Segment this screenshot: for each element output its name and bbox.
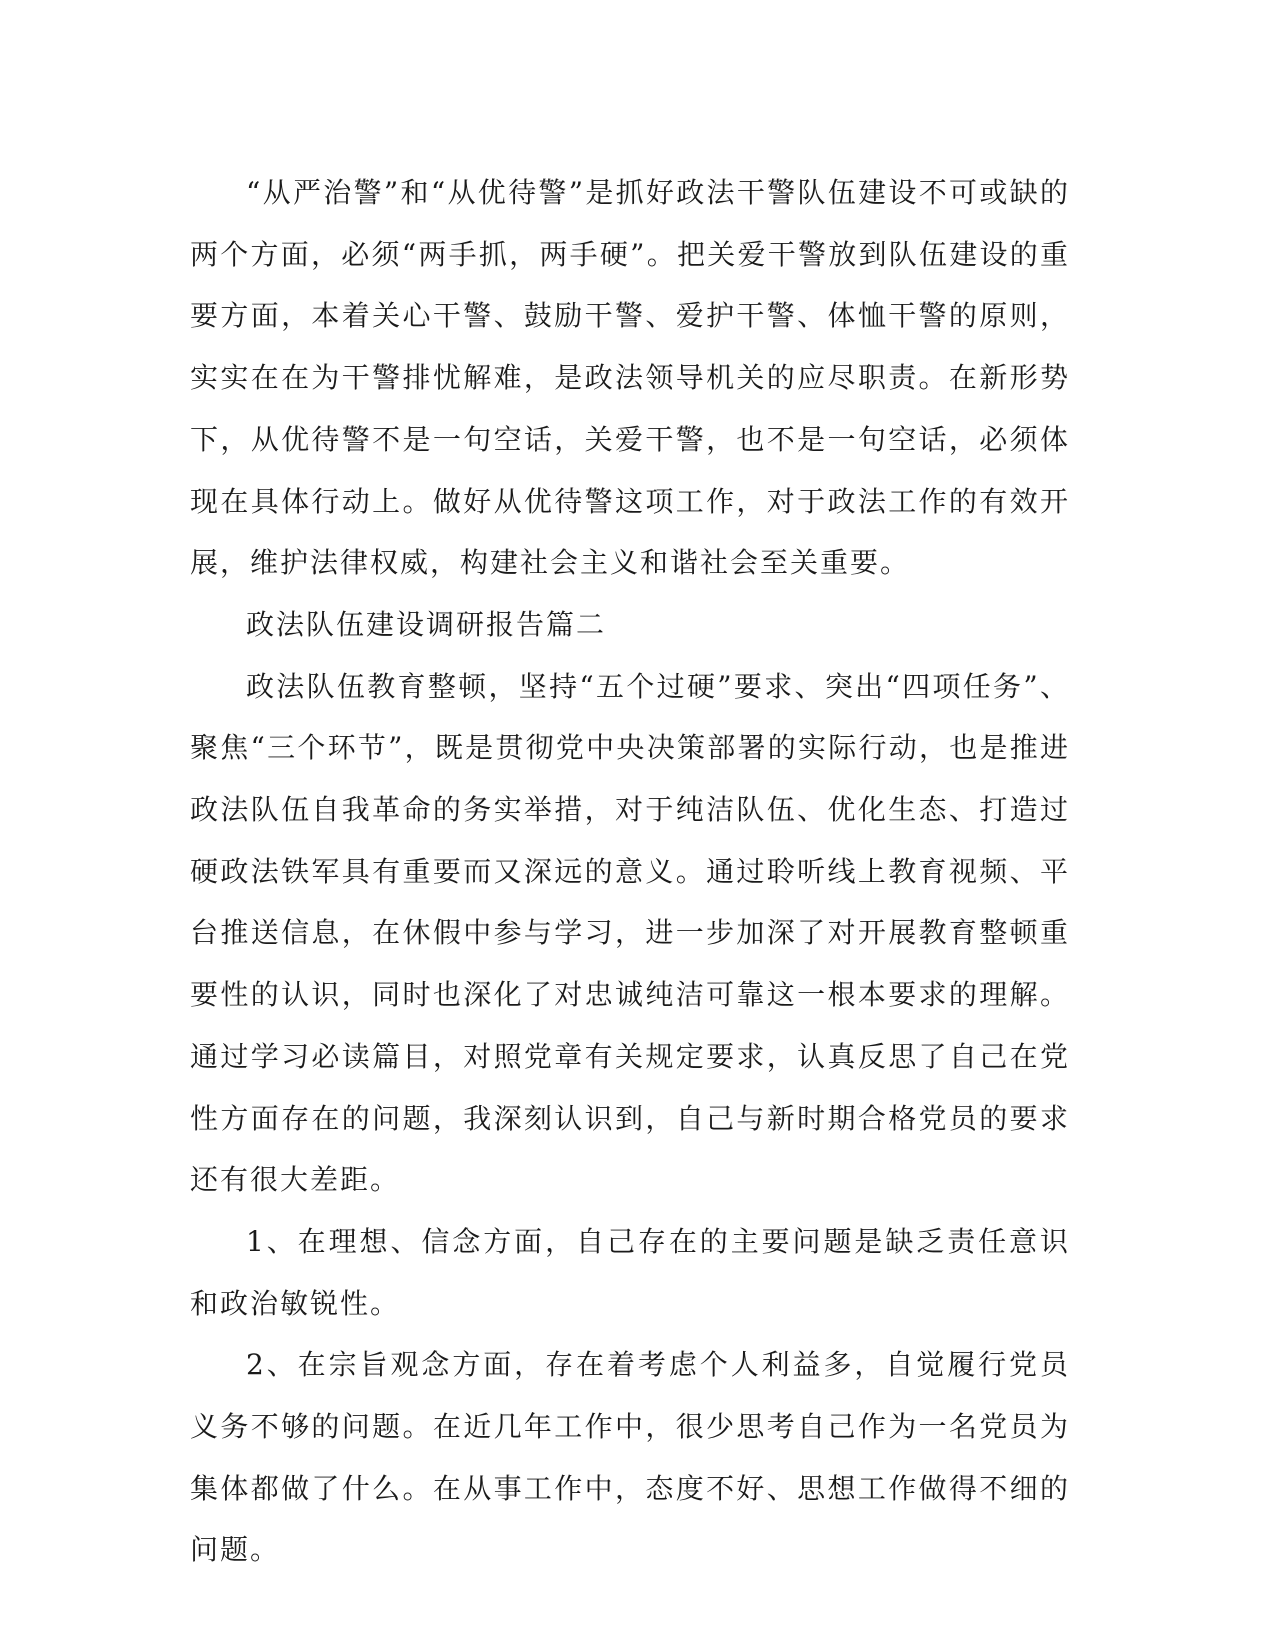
list-item-purpose-concept: 2、在宗旨观念方面，存在着考虑个人利益多，自觉履行党员义务不够的问题。在近几年工作中，很少思考自己作为一名党员为集体都做了什么。在从事工作中，态度不好、思想工作做得不细的问题。 (190, 1348, 1070, 1567)
document-body (190, 162, 1070, 1581)
list-item-ideals-beliefs: 1、在理想、信念方面，自己存在的主要问题是缺乏责任意识和政治敏锐性。 (190, 1224, 1070, 1320)
paragraph-police-care: “从严治警”和“从优待警”是抓好政法干警队伍建设不可或缺的两个方面，必须“两手抓，两手硬”。把关爱干警放到队伍建设的重要方面，本着关心干警、鼓励干警、爱护干警、体恤干警的原则，实实在在为干警排忧解难，是政法领导机关的应尽职责。在新形势下，从优待警不是一句空话，关爱干警，也不是一句空话，必须体现在具体行动上。做好从优待警这项工作，对于政法工作的有效开展，维护法律权威，构建社会主义和谐社会至关重要。 (190, 176, 1070, 580)
section-heading: 政法队伍建设调研报告篇二 (246, 607, 607, 641)
paragraph-education-rectification: 政法队伍教育整顿，坚持“五个过硬”要求、突出“四项任务”、聚焦“三个环节”，既是贯彻党中央决策部署的实际行动，也是推进政法队伍自我革命的务实举措，对于纯洁队伍、优化生态、打造过硬政法铁军具有重要而又深远的意义。通过聆听线上教育视频、平台推送信息，在休假中参与学习，进一步加深了对开展教育整顿重要性的认识，同时也深化了对忠诚纯洁可靠这一根本要求的理解。通过学习必读篇目，对照党章有关规定要求，认真反思了自己在党性方面存在的问题，我深刻认识到，自己与新时期合格党员的要求还有很大差距。 (190, 669, 1070, 1197)
